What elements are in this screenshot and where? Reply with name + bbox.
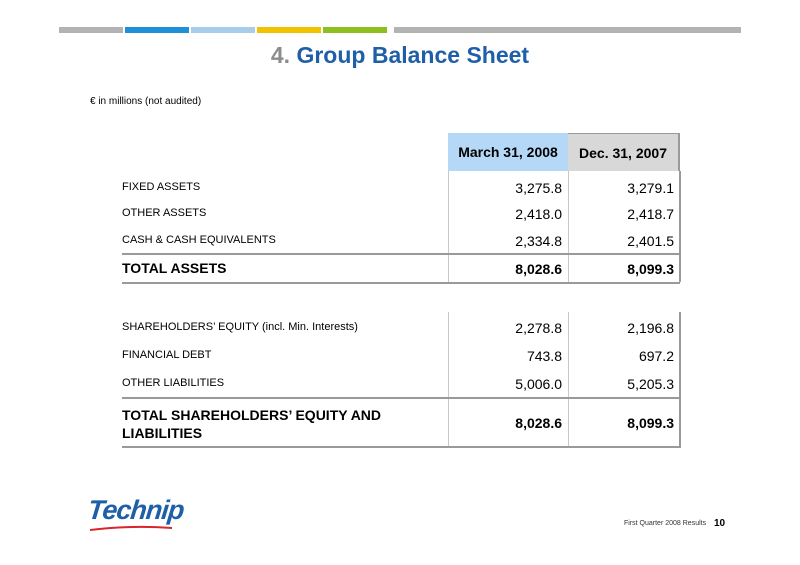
page-number: 10 [714,518,726,529]
column-divider [679,312,681,448]
bar-segment-blue [125,27,189,33]
title-text: Group Balance Sheet [296,42,530,68]
column-divider [679,171,681,282]
row-label: SHAREHOLDERS’ EQUITY (incl. Min. Interests) [122,321,358,333]
footer-caption: First Quarter 2008 Results [624,520,707,527]
column-header-dec-2007: Dec. 31, 2007 [568,133,680,171]
row-label: FIXED ASSETS [122,181,201,193]
technip-logo [88,495,184,526]
logo-swoosh-icon [90,525,172,531]
row-label: CASH & CASH EQUIVALENTS [122,234,276,246]
row-label [122,406,381,442]
row-value: 8,028.6 [515,261,562,277]
row-label: OTHER ASSETS [122,207,207,219]
row-value: 8,099.3 [627,415,674,431]
row-value: 8,099.3 [627,261,674,277]
row-value: 3,279.1 [627,180,674,196]
row-label: FINANCIAL DEBT [122,349,212,361]
row-value: 5,006.0 [515,376,562,392]
row-value: 2,418.0 [515,206,562,222]
row-value: 2,401.5 [627,233,674,249]
row-value: 2,418.7 [627,206,674,222]
row-divider [122,253,680,255]
row-value: 8,028.6 [515,415,562,431]
row-divider [122,397,680,399]
row-value: 743.8 [526,348,562,364]
title-number: 4. [270,42,291,68]
row-value: 5,205.3 [627,376,674,392]
row-divider [122,446,680,448]
row-value: 2,278.8 [515,320,562,336]
page-title [0,42,800,69]
row-label-line: TOTAL SHAREHOLDERS’ EQUITY AND [122,407,382,423]
column-header-march-2008: March 31, 2008 [448,133,568,171]
bar-segment-green [323,27,387,33]
column-divider [448,312,449,448]
bar-segment-grey-left [59,27,123,33]
row-value: 3,275.8 [515,180,562,196]
logo-text: Technip [86,495,186,525]
subtitle: € in millions (not audited) [90,96,202,107]
column-divider [448,171,449,282]
row-label-line: LIABILITIES [122,425,203,441]
row-value: 2,334.8 [515,233,562,249]
row-value: 2,196.8 [627,320,674,336]
bar-segment-yellow [257,27,321,33]
row-value: 697.2 [638,348,674,364]
bar-segment-light-blue [191,27,255,33]
column-divider [568,171,569,282]
row-divider [122,282,680,284]
row-label: TOTAL ASSETS [122,260,227,276]
bar-segment-grey-right [394,27,741,33]
row-label: OTHER LIABILITIES [122,377,225,389]
column-divider [568,312,569,448]
